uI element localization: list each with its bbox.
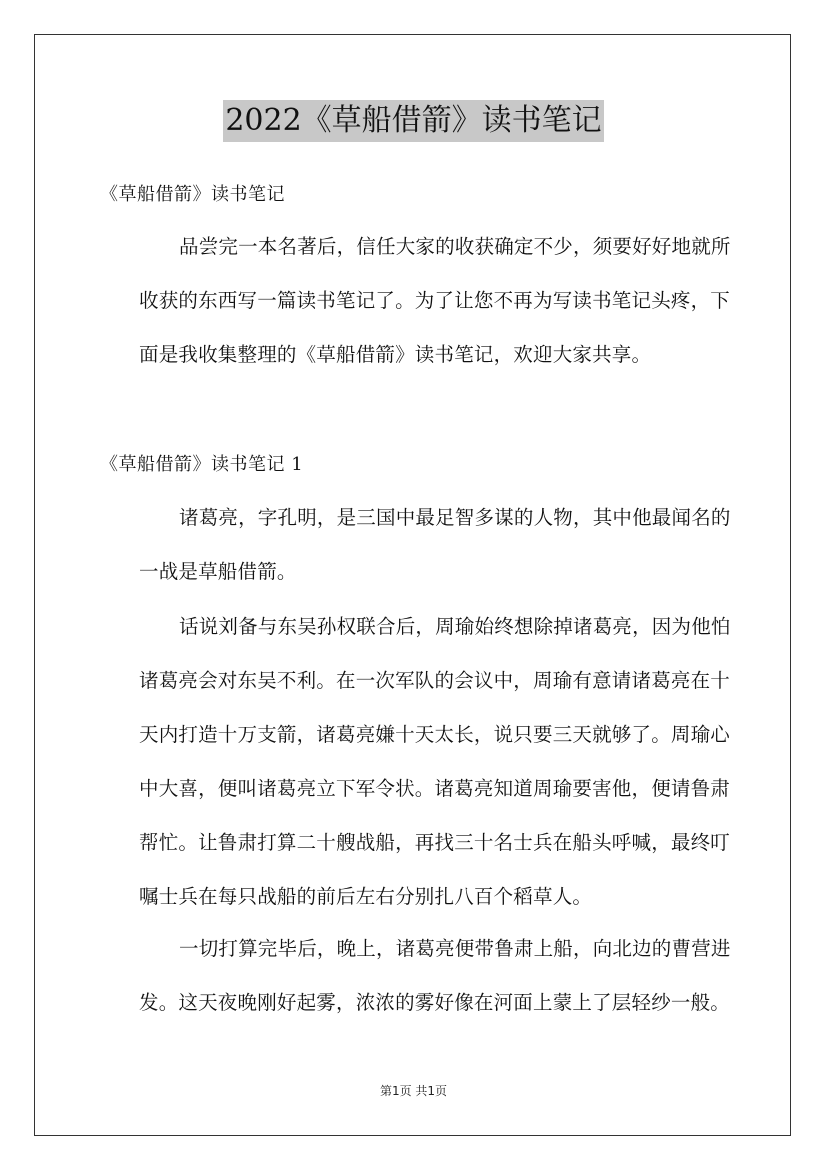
paragraph-line: 诸葛亮，字孔明，是三国中最足智多谋的人物，其中他最闻名的	[179, 506, 731, 529]
intro-paragraph	[100, 230, 731, 392]
section-heading-2: 《草船借箭》读书笔记 1	[100, 454, 304, 475]
section-heading-1: 《草船借箭》读书笔记	[100, 184, 285, 205]
paragraph-line: 发。这天夜晚刚好起雾，浓浓的雾好像在河面上蒙上了层轻纱一般。	[139, 991, 731, 1014]
paragraph-line: 天内打造十万支箭，诸葛亮嫌十天太长，说只要三天就够了。周瑜心	[139, 723, 731, 746]
intro-line: 品尝完一本名著后，信任大家的收获确定不少，须要好好地就所	[179, 235, 731, 258]
paragraph-line: 中大喜，便叫诸葛亮立下军令状。诸葛亮知道周瑜要害他，便请鲁肃	[139, 777, 731, 800]
paragraph-line: 嘱士兵在每只战船的前后左右分别扎八百个稻草人。	[139, 885, 593, 908]
paragraph-line: 帮忙。让鲁肃打算二十艘战船，再找三十名士兵在船头呼喊，最终叮	[139, 831, 731, 854]
paragraph-line: 一切打算完毕后，晚上，诸葛亮便带鲁肃上船，向北边的曹营进	[179, 937, 731, 960]
page-footer: 第1页 共1页	[379, 1084, 448, 1098]
paragraph-line: 一战是草船借箭。	[139, 560, 297, 583]
body-paragraph-3	[100, 932, 731, 1040]
paragraph-line: 话说刘备与东吴孙权联合后，周瑜始终想除掉诸葛亮，因为他怕	[179, 615, 731, 638]
paragraph-line: 诸葛亮会对东吴不利。在一次军队的会议中，周瑜有意请诸葛亮在十	[139, 669, 731, 692]
intro-line: 收获的东西写一篇读书笔记了。为了让您不再为写读书笔记头疼，下	[139, 289, 731, 312]
title-container	[0, 100, 827, 142]
body-paragraph-2	[100, 610, 731, 934]
body-paragraph-1	[100, 501, 731, 609]
intro-line: 面是我收集整理的《草船借箭》读书笔记，欢迎大家共享。	[139, 343, 652, 366]
document-title: 2022《草船借箭》读书笔记	[223, 100, 603, 142]
